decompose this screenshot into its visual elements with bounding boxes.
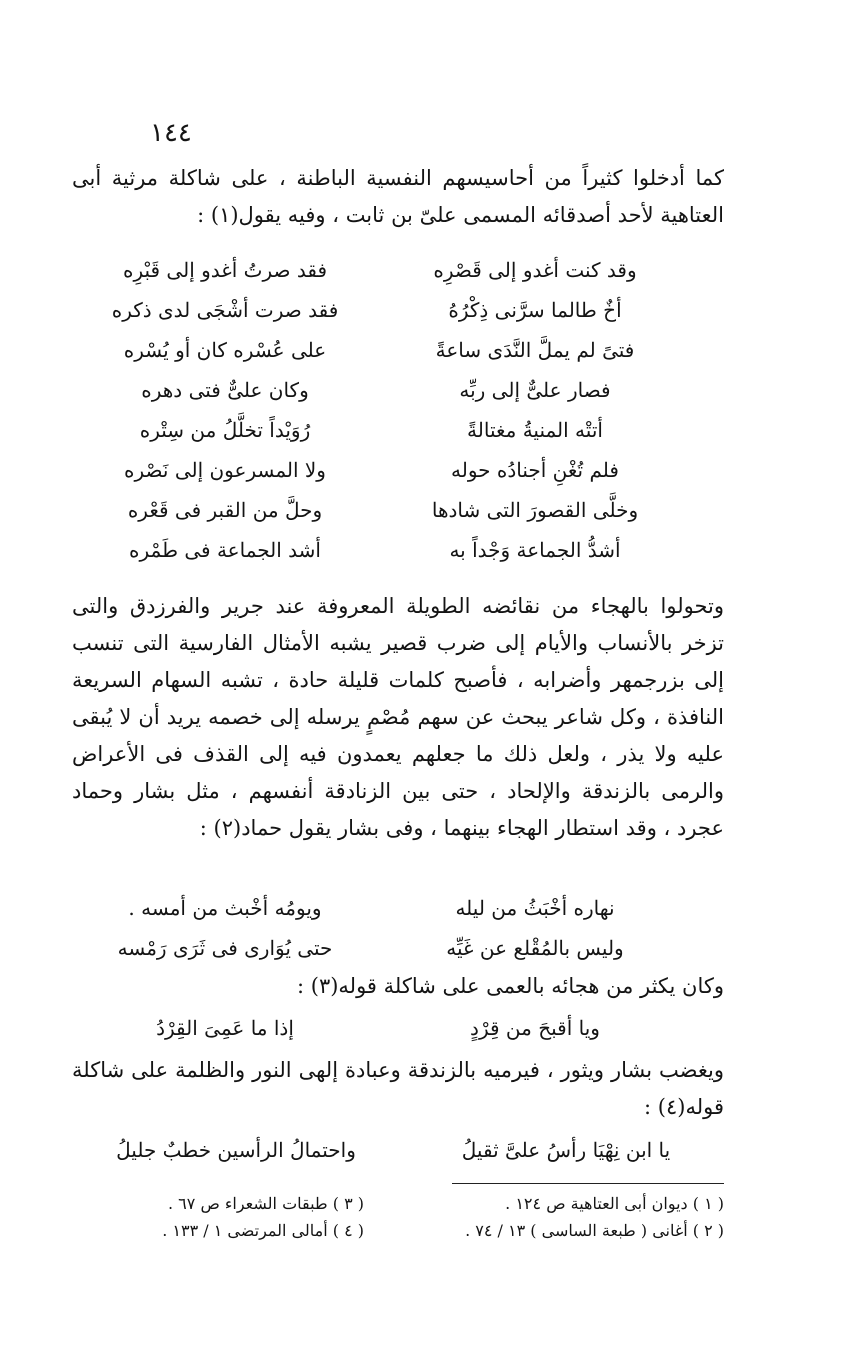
- verse-second-hemistich: فقد صرتُ أغدو إلى قَبْرِه: [122, 258, 328, 282]
- verse-first-hemistich: أتتْه المنيةُ مغتالةً: [467, 418, 603, 442]
- verse-second-hemistich: ويومُه أخْبث من أمسه .: [128, 896, 322, 920]
- zandaqa-paragraph: ويغضب بشار ويثور ، فيرميه بالزندقة وعبادة إلهى النور والظلمة على شاكلة قوله(٤) :: [72, 1058, 724, 1119]
- verse-first-hemistich: أشدُّ الجماعة وَجْداً به: [449, 538, 621, 562]
- verse-line: [100, 250, 660, 290]
- verse-first-hemistich: أخٌ طالما سرَّنى ذِكْرُهُ: [448, 298, 622, 322]
- footnote-3: ( ٣ ) طبقات الشعراء ص ٦٧ .: [168, 1194, 364, 1213]
- verse-line: [100, 290, 660, 330]
- verse-second-hemistich: وكان علىٌّ فتى دهره: [141, 378, 309, 402]
- verse-first-hemistich: يا ابن نِهْيَا رأسُ علىَّ ثقيلُ: [461, 1138, 671, 1162]
- verse-line: [100, 370, 660, 410]
- verse-first-hemistich: فتىً لم يملَّ النَّدَى ساعةً: [435, 338, 635, 362]
- verse-first-hemistich: نهاره أخْبَثُ من ليله: [455, 896, 615, 920]
- footnote-divider: [452, 1183, 724, 1184]
- blindness-poem: [100, 1008, 660, 1048]
- verse-second-hemistich: ولا المسرعون إلى نَصْره: [124, 458, 326, 482]
- verse-second-hemistich: رُوَيْداً تخلَّلُ من سِتْره: [139, 418, 311, 442]
- page-number: ١٤٤: [150, 118, 192, 148]
- verse-second-hemistich: حتى يُوَارى فى ثَرَى رَمْسه: [117, 936, 333, 960]
- verse-line: [100, 490, 660, 530]
- verse-first-hemistich: وخلَّى القصورَ التى شادها: [431, 498, 639, 522]
- verse-line: [100, 410, 660, 450]
- verse-first-hemistich: وليس بالمُقْلع عن غَيِّه: [446, 936, 624, 960]
- verse-line: [100, 530, 660, 570]
- verse-line: [100, 450, 660, 490]
- satire-paragraph: وتحولوا بالهجاء من نقائضه الطويلة المعروفة عند جرير والفرزدق والتى تزخر بالأنساب والأيام إلى ضرب قصير يشبه الأمثال الفارسية التى تنسب إلى بزرجمهر وأضرابه ، فأصبح كلمات قليلة حادة ، تشبه السهام السريعة النافذة ، وكل شاعر يبحث عن سهم مُصْمٍ يرسله إلى خصمه يريد أن لا يُبقى عليه ولا يذر ، ولعل ذلك ما جعلهم يعمدون فيه إلى القذف فى الأعراض والرمى بالزندقة والإلحاد ، حتى بين الزنادقة أنفسهم ، مثل بشار وحماد عجرد ، وقد استطار الهجاء بينهما ، وفى بشار يقول حماد(٢) :: [72, 594, 725, 840]
- verse-first-hemistich: ويا أقبحَ من قِرْدٍ: [470, 1016, 600, 1040]
- verse-second-hemistich: إذا ما عَمِىَ القِرْدُ: [156, 1016, 294, 1040]
- footnotes: [100, 1190, 724, 1244]
- verse-line: [100, 330, 660, 370]
- verse-second-hemistich: أشد الجماعة فى طَمْره: [129, 538, 321, 562]
- verse-line: [100, 928, 660, 968]
- blindness-paragraph: وكان يكثر من هجائه بالعمى على شاكلة قوله(٣) :: [297, 974, 724, 998]
- hammad-poem: [100, 888, 660, 968]
- verse-second-hemistich: على عُسْره كان أو يُسْره: [123, 338, 327, 362]
- head-poem: [86, 1130, 716, 1170]
- elegy-poem: [100, 250, 660, 570]
- verse-first-hemistich: وقد كنت أغدو إلى قَصْرِه: [433, 258, 637, 282]
- verse-line: [86, 1130, 716, 1170]
- verse-first-hemistich: فلم تُغْنِ أجنادُه حوله: [451, 458, 619, 482]
- verse-first-hemistich: فصار علىٌّ إلى ربِّه: [459, 378, 611, 402]
- footnote-row: [100, 1217, 724, 1244]
- verse-second-hemistich: واحتمالُ الرأسين خطبٌ جليلُ: [116, 1138, 356, 1162]
- footnote-4: ( ٤ ) أمالى المرتضى ١ / ١٣٣ .: [162, 1221, 364, 1240]
- verse-second-hemistich: فقد صرت أشْجَى لدى ذكره: [111, 298, 339, 322]
- footnote-row: [100, 1190, 724, 1217]
- footnote-2: ( ٢ ) أغانى ( طبعة الساسى ) ١٣ / ٧٤ .: [465, 1221, 724, 1240]
- footnote-1: ( ١ ) ديوان أبى العتاهية ص ١٢٤ .: [505, 1194, 724, 1213]
- verse-second-hemistich: وحلَّ من القبر فى قَعْره: [127, 498, 323, 522]
- verse-line: [100, 888, 660, 928]
- verse-line: [100, 1008, 660, 1048]
- intro-paragraph: كما أدخلوا كثيراً من أحاسيسهم النفسية الباطنة ، على شاكلة مرثية أبى العتاهية لأحد أصدقائه المسمى علىّ بن ثابت ، وفيه يقول(١) :: [72, 166, 724, 227]
